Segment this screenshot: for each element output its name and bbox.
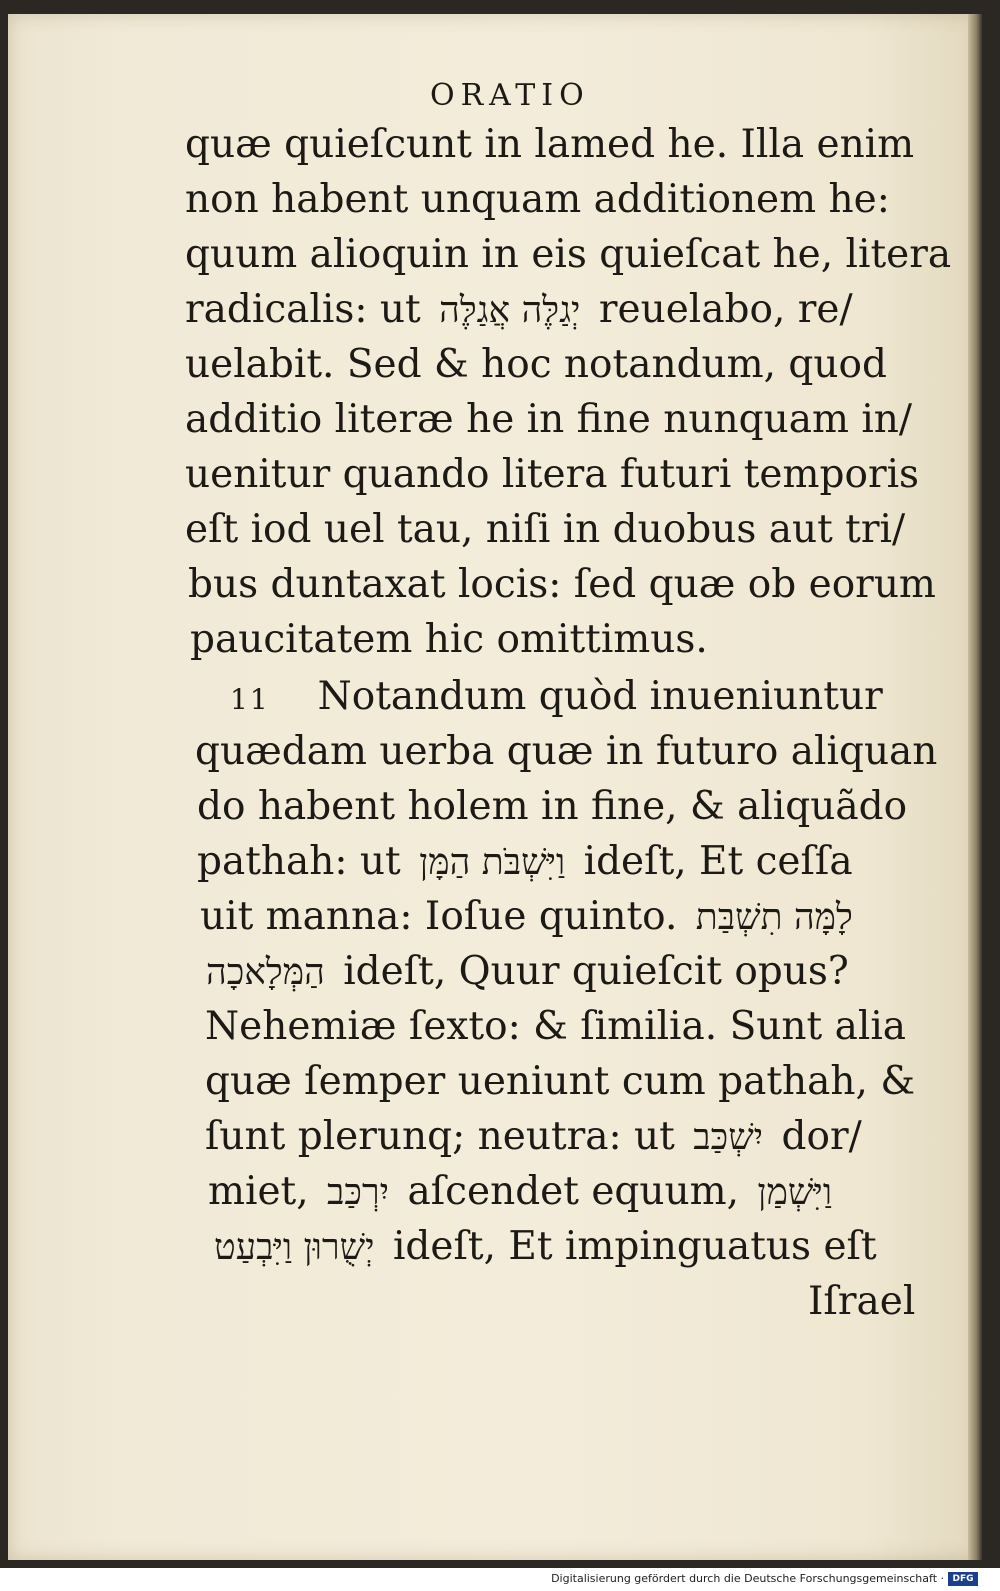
page-edge — [968, 14, 982, 1560]
text-line — [200, 892, 859, 943]
text-line — [208, 1222, 877, 1273]
hebrew-word: יִרְכַּב — [327, 1172, 390, 1213]
line-text: eſt iod uel tau, niſi in duobus aut tri/ — [185, 507, 906, 552]
text-line — [197, 782, 907, 832]
text-line — [195, 727, 937, 777]
text-line — [185, 505, 905, 555]
line-text: do habent holem in fine, & aliquãdo — [197, 784, 908, 829]
hebrew-word: לָמָּה תִשְׁבַּת — [695, 897, 853, 938]
line-text: dor/ — [769, 1114, 862, 1159]
text-line — [197, 837, 853, 888]
line-text: quæ ſemper ueniunt cum pathah, & — [205, 1059, 916, 1104]
footer-bar — [0, 1568, 1000, 1591]
text-line — [185, 340, 887, 390]
dfg-logo: DFG — [948, 1572, 978, 1586]
hebrew-word: יְשֻׁרוּן וַיִּבְעַט — [214, 1227, 375, 1268]
text-line — [205, 1057, 915, 1107]
text-line — [185, 175, 890, 225]
hebrew-word: וַיִּשְׁבֹּת הַמָּן — [419, 842, 566, 883]
text-line — [185, 230, 951, 280]
line-text: radicalis: ut — [185, 287, 434, 332]
line-text: quæ quieſcunt in lamed he. Illa enim — [185, 122, 915, 167]
hebrew-word: הַמְּלָאכָה — [206, 952, 325, 993]
line-text: non habent unquam additionem he: — [185, 177, 890, 222]
line-text: uit manna: Ioſue quinto. — [200, 894, 690, 939]
hebrew-word: וַיִּשְׁמַן — [757, 1172, 833, 1213]
text-line — [190, 615, 708, 665]
text-line — [230, 672, 883, 725]
text-line — [185, 395, 912, 445]
text-line — [205, 1112, 862, 1163]
running-head: ORATIO — [430, 78, 590, 113]
text-line — [200, 947, 849, 998]
line-text: ſunt plerunq; neutra: ut — [205, 1114, 688, 1159]
section-number: 11 — [230, 683, 270, 716]
line-text: additio literæ he in fine nunquam in/ — [185, 397, 913, 442]
text-line — [205, 1002, 906, 1052]
line-text: aſcendet equum, — [395, 1169, 752, 1214]
line-text: quum alioquin in eis quieſcat he, litera — [185, 232, 952, 277]
funding-credit: Digitalisierung gefördert durch die Deutsche Forschungsgemeinschaft · — [551, 1572, 944, 1585]
text-line — [185, 120, 914, 170]
text-line — [185, 285, 853, 336]
hebrew-word: יְגַלֶּה אֲגַלֶּה — [439, 290, 581, 331]
line-text: Iſrael — [808, 1279, 916, 1324]
line-text: Nehemiæ ſexto: & ſimilia. Sunt alia — [205, 1004, 907, 1049]
line-text: pathah: ut — [197, 839, 414, 884]
line-text: ideſt, Et impinguatus eſt — [380, 1224, 877, 1269]
line-text: Notandum quòd inueniuntur — [317, 674, 883, 719]
line-text: paucitatem hic omittimus. — [190, 617, 708, 662]
text-line — [188, 560, 936, 610]
text-line — [185, 450, 919, 500]
catchword — [808, 1277, 915, 1327]
line-text: bus duntaxat locis: ſed quæ ob eorum — [188, 562, 936, 607]
line-text: uelabit. Sed & hoc notandum, quod — [185, 342, 887, 387]
line-text: ideſt, Quur quieſcit opus? — [330, 949, 849, 994]
text-line — [208, 1167, 838, 1218]
line-text: reuelabo, re/ — [586, 287, 853, 332]
line-text: quædam uerba quæ in futuro aliquan — [195, 729, 938, 774]
line-text: miet, — [208, 1169, 322, 1214]
hebrew-word: יִשְׁכַּב — [693, 1117, 764, 1158]
line-text: ideſt, Et ceſſa — [571, 839, 853, 884]
line-text: uenitur quando litera futuri temporis — [185, 452, 920, 497]
